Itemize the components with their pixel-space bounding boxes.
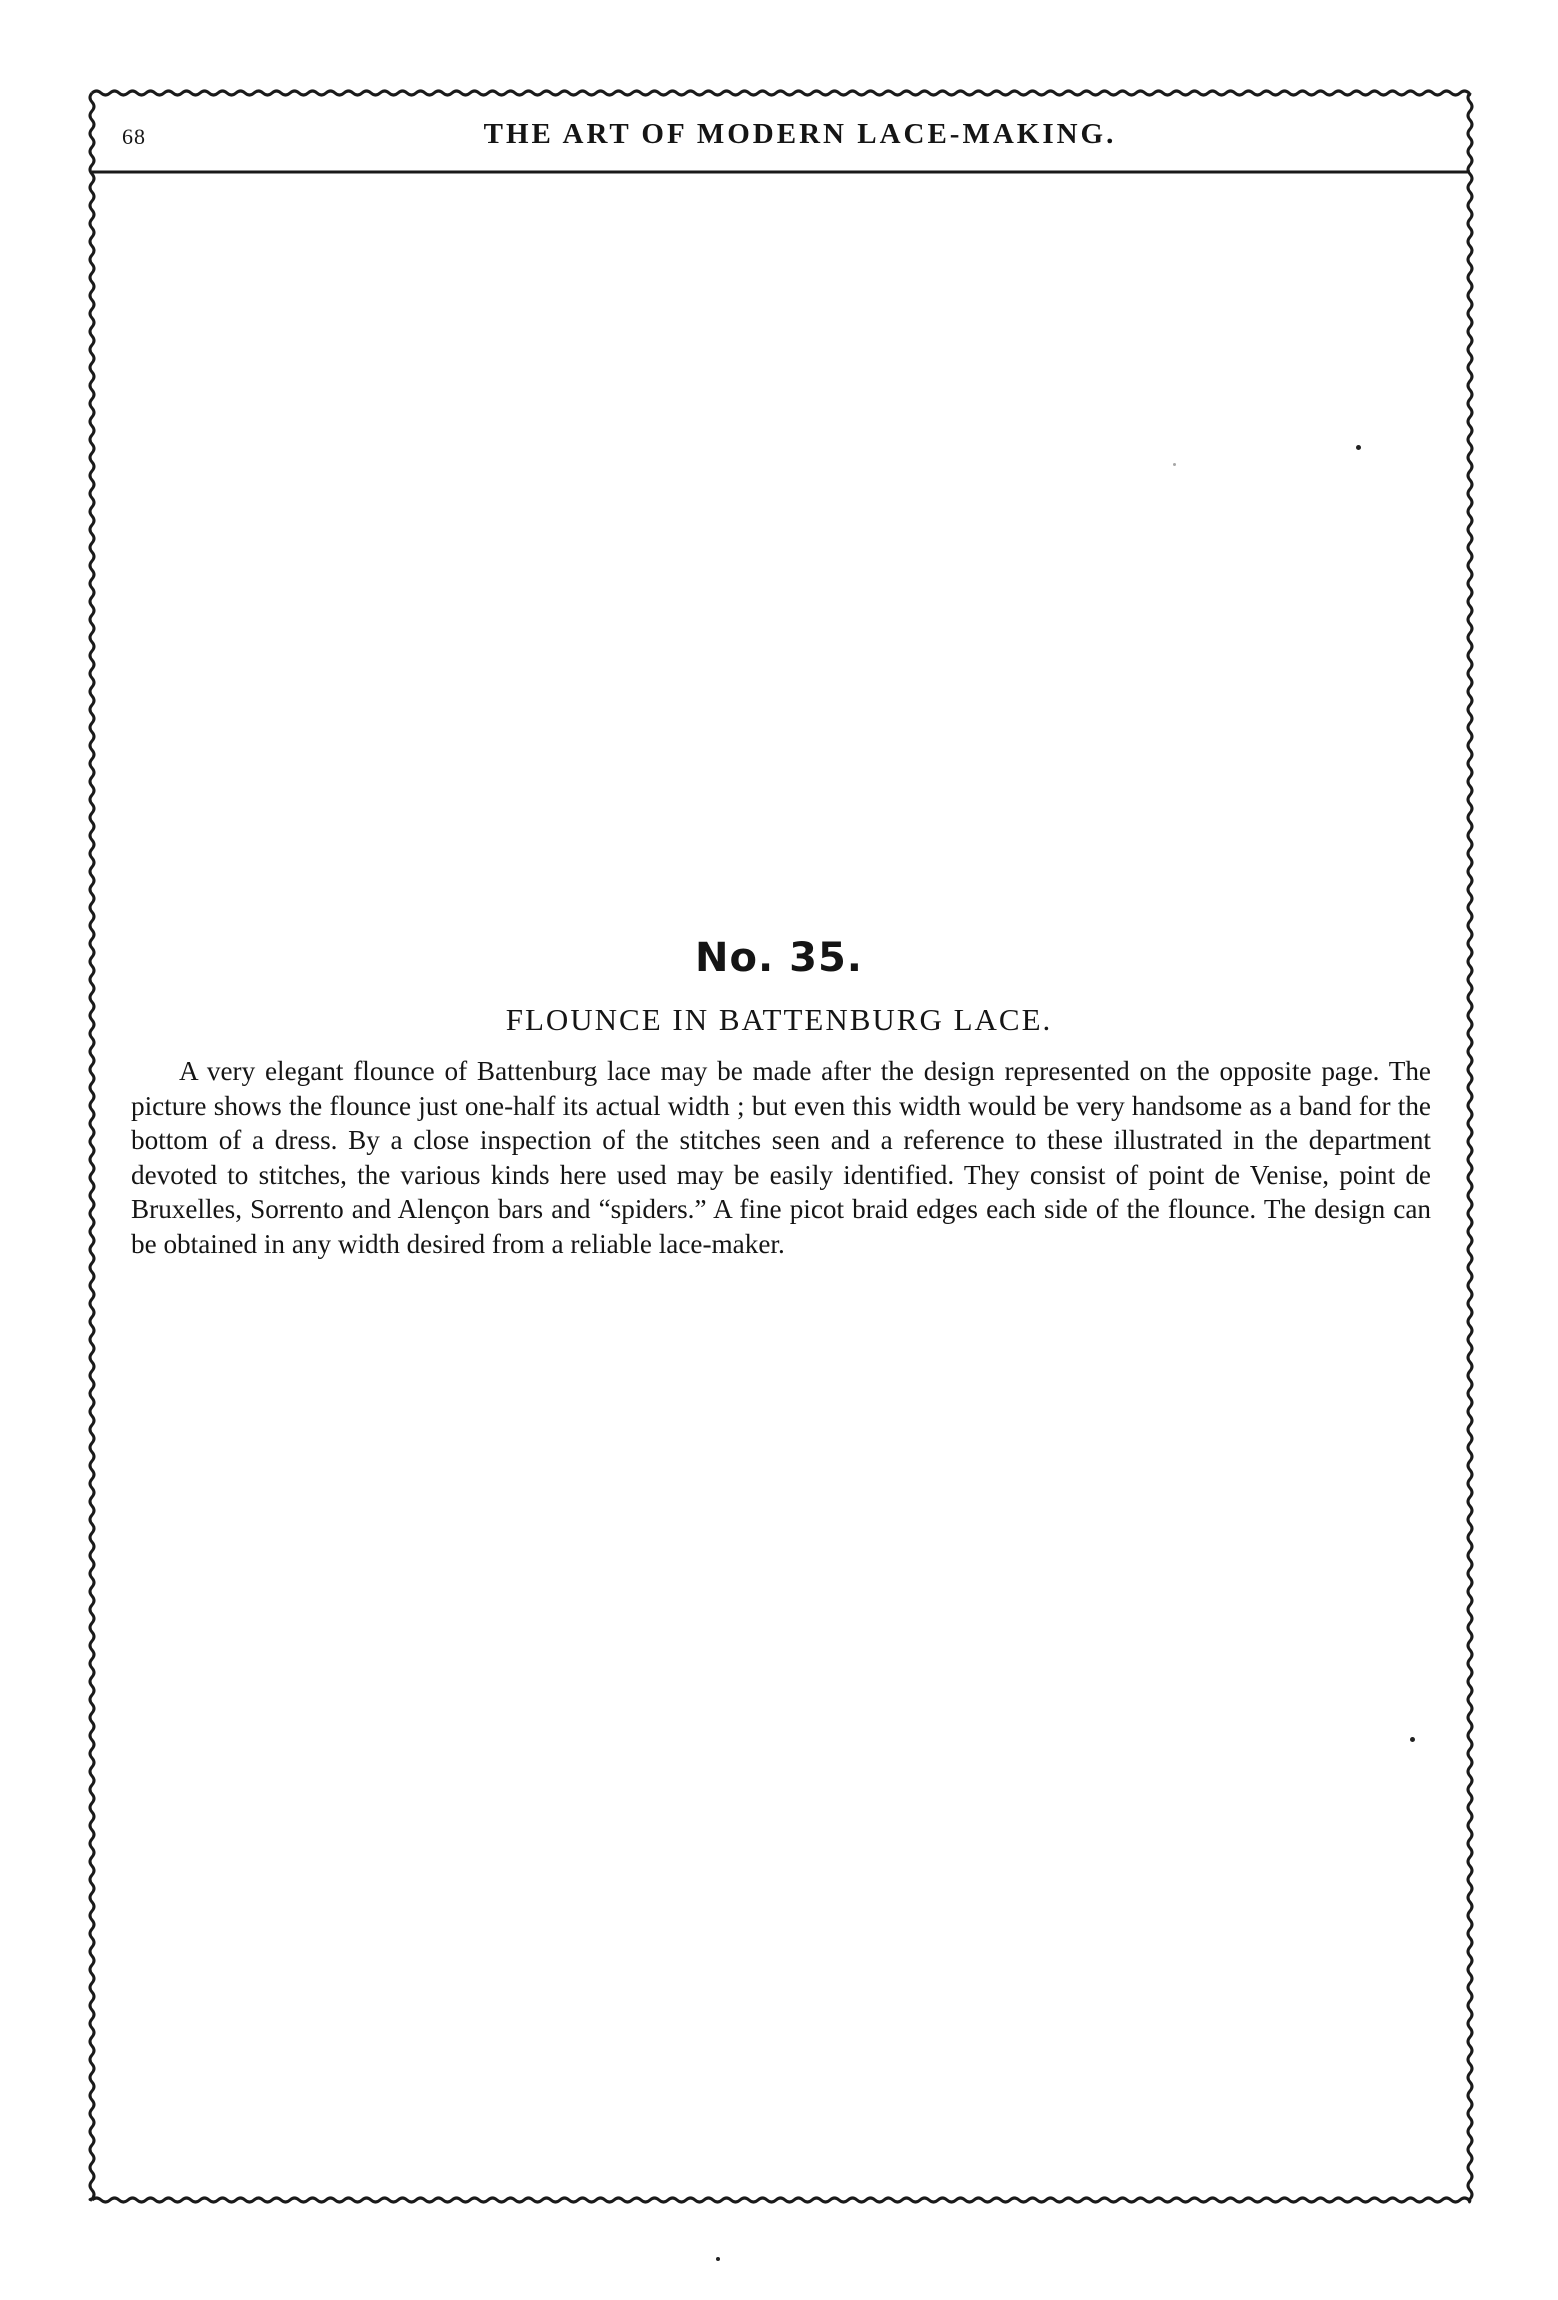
border-right-wave	[1468, 93, 1472, 2200]
scan-speck	[716, 2257, 720, 2261]
section-number: No. 35.	[695, 935, 863, 981]
scan-speck	[1356, 445, 1361, 450]
scan-speck	[1173, 463, 1176, 466]
section-title: FLOUNCE IN BATTENBURG LACE.	[505, 1002, 1053, 1037]
body-paragraph: A very elegant flounce of Battenburg lace may be made after the design represented on the opposite page. The picture shows the flounce just one-half its actual width ; but even this width would be very handsome as a band for the bottom of a dress. By a close inspection of the stitches seen and a reference to these illustrated in the department devoted to stitches, the various kinds here used may be easily identified. They consist of point de Venise, point de Bruxelles, Sorrento and Alençon bars and “spiders.” A fine picot braid edges each side of the flounce. The design can be obtained in any width desired from a reliable lace-maker.	[131, 1056, 1431, 1259]
border-left-wave	[90, 93, 94, 2200]
running-head-title: THE ART OF MODERN LACE-MAKING.	[483, 118, 1117, 150]
scan-speck	[1410, 1737, 1415, 1742]
page-number: 68	[122, 124, 146, 149]
border-bottom-wave	[92, 2198, 1470, 2202]
border-top-wave	[92, 91, 1470, 95]
